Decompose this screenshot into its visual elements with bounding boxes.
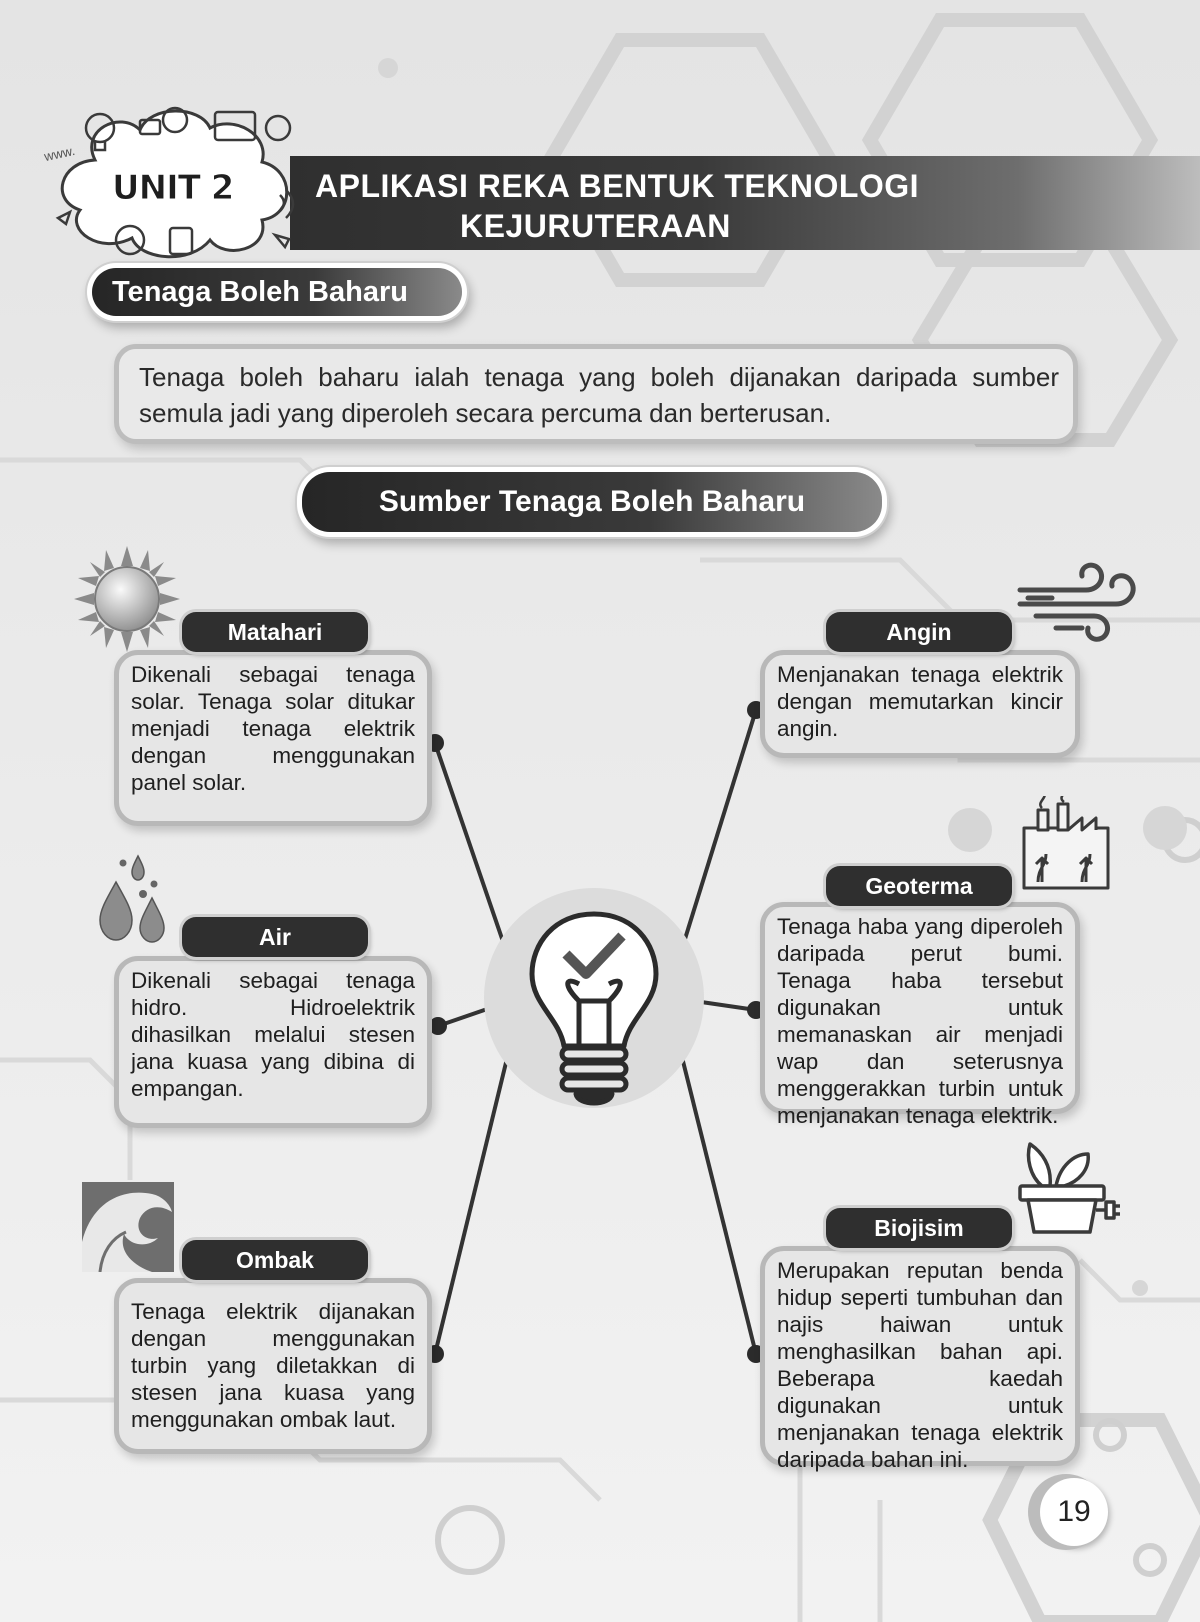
unit-title-line-1: APLIKASI REKA BENTUK TEKNOLOGI — [315, 168, 920, 204]
card-air — [114, 956, 432, 1128]
card-tab-biojisim: Biojisim — [826, 1208, 1012, 1248]
card-angin — [760, 650, 1080, 758]
geothermal-plant-icon — [1020, 796, 1114, 892]
definition-text: Tenaga boleh baharu ialah tenaga yang boleh dijanakan daripada sumber semula jadi yang diperoleh secara percuma dan berterusan. — [139, 362, 1059, 428]
card-matahari — [114, 650, 432, 826]
card-tab-geoterma: Geoterma — [826, 866, 1012, 906]
page-number: 19 — [1040, 1478, 1108, 1546]
card-description: Merupakan reputan benda hidup seperti tumbuhan dan najis haiwan untuk menghasilkan bahan api. Beberapa kaedah digunakan untuk menjanakan tenaga elektrik daripada bahan ini. — [777, 1258, 1063, 1472]
www-doodle-text: www. — [42, 142, 77, 165]
unit-label: UNIT 2 — [112, 168, 234, 208]
wind-icon — [1016, 560, 1142, 644]
water-drops-icon — [96, 852, 172, 944]
sources-title: Sumber Tenaga Boleh Baharu — [302, 472, 882, 532]
sun-icon — [72, 544, 182, 654]
card-tab-matahari: Matahari — [182, 612, 368, 652]
wave-icon — [82, 1182, 174, 1272]
card-tab-angin: Angin — [826, 612, 1012, 652]
card-description: Dikenali sebagai tenaga hidro. Hidroelektrik dihasilkan melalui stesen jana kuasa yang dibina di empangan. — [131, 968, 415, 1101]
card-description: Tenaga elektrik dijanakan dengan menggunakan turbin yang diletakkan di stesen jana kuasa yang menggunakan ombak laut. — [131, 1299, 415, 1432]
card-tab-ombak: Ombak — [182, 1240, 368, 1280]
unit-title-line-2: KEJURUTERAAN — [460, 208, 731, 244]
card-description: Tenaga haba yang diperoleh daripada perut bumi. Tenaga haba tersebut digunakan untuk memanaskan air menjadi wap dan seterusnya menggerakkan turbin untuk menjanakan tenaga elektrik. — [777, 914, 1063, 1128]
card-ombak — [114, 1278, 432, 1454]
plant-plug-icon — [1012, 1136, 1122, 1236]
section-title: Tenaga Boleh Baharu — [92, 268, 462, 316]
card-tab-air: Air — [182, 917, 368, 957]
card-description: Menjanakan tenaga elektrik dengan memutarkan kincir angin. — [777, 662, 1063, 741]
card-biojisim — [760, 1246, 1080, 1472]
card-geoterma — [760, 902, 1080, 1128]
card-description: Dikenali sebagai tenaga solar. Tenaga solar ditukar menjadi tenaga elektrik dengan menggunakan panel solar. — [131, 662, 415, 795]
light-bulb-check-icon — [524, 906, 664, 1116]
